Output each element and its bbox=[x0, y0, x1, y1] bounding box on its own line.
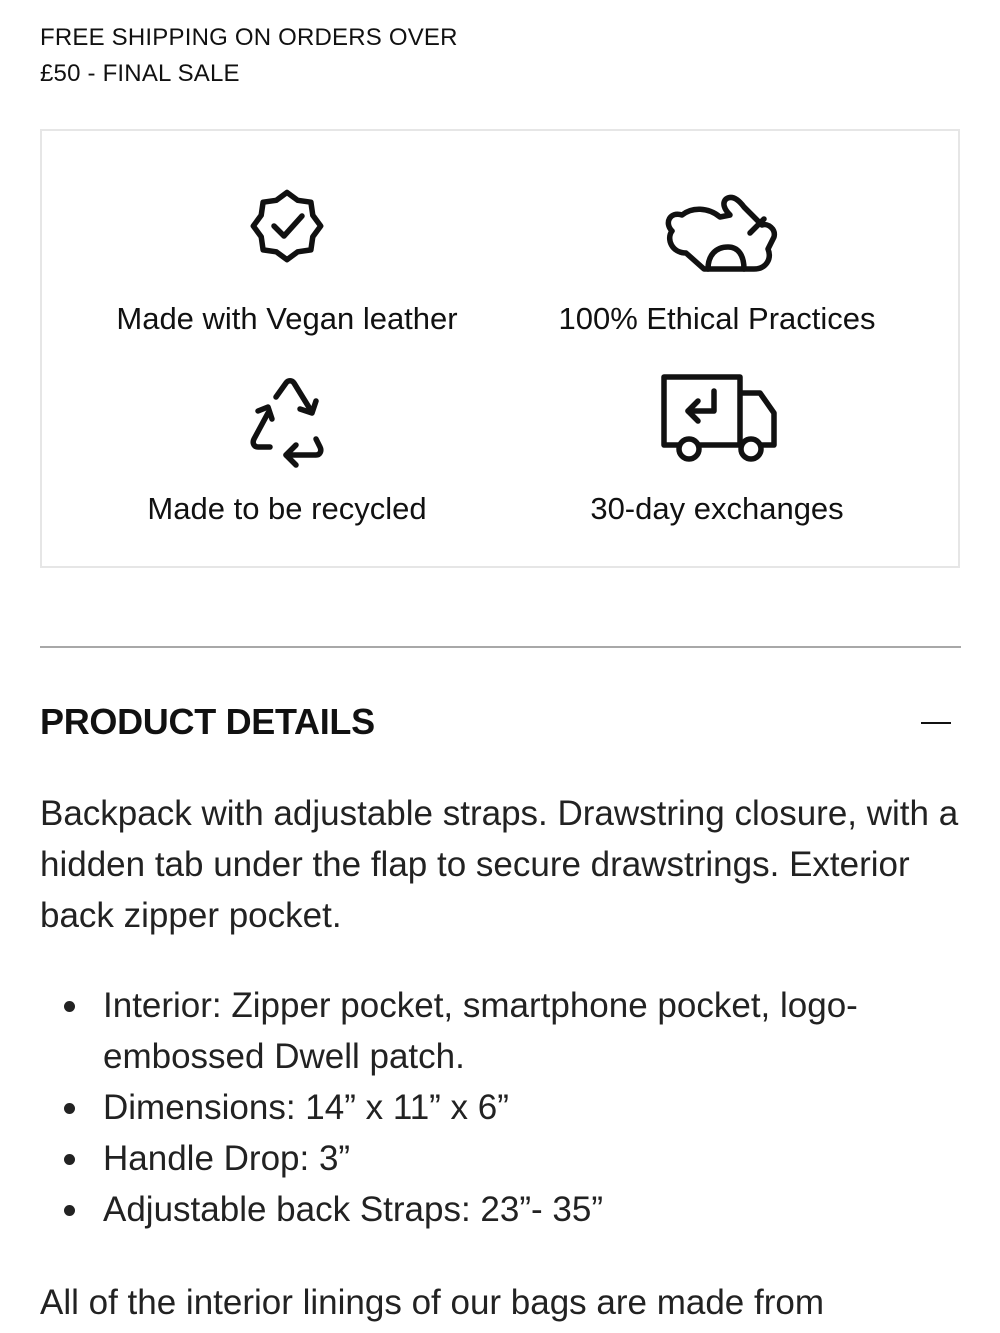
feature-exchanges bbox=[487, 369, 947, 527]
feature-label: Made with Vegan leather bbox=[116, 301, 458, 336]
list-item: Dimensions: 14” x 11” x 6” bbox=[40, 1082, 961, 1133]
product-details-title: PRODUCT DETAILS bbox=[40, 701, 375, 742]
badge-check-icon bbox=[232, 171, 342, 281]
list-item: Handle Drop: 3” bbox=[40, 1133, 961, 1184]
feature-label: 100% Ethical Practices bbox=[558, 301, 876, 336]
section-divider bbox=[40, 646, 961, 648]
feature-recycled bbox=[57, 369, 517, 527]
feature-label: 30-day exchanges bbox=[590, 491, 844, 526]
product-description: Backpack with adjustable straps. Drawstring closure, with a hidden tab under the flap to secure drawstrings. Exterior back zipper pocket. bbox=[40, 794, 959, 935]
product-details-list bbox=[40, 980, 961, 1235]
list-item: Adjustable back Straps: 23”- 35” bbox=[40, 1184, 961, 1235]
shipping-banner-line-2: £50 - FINAL SALE bbox=[40, 60, 240, 87]
shipping-banner bbox=[40, 20, 520, 92]
minus-icon[interactable] bbox=[921, 722, 951, 724]
rabbit-icon bbox=[652, 171, 782, 281]
lining-description: All of the interior linings of our bags are made from bbox=[40, 1283, 824, 1322]
shipping-banner-line-1: FREE SHIPPING ON ORDERS OVER bbox=[40, 24, 458, 51]
list-item: Interior: Zipper pocket, smartphone pocket, logo-embossed Dwell patch. bbox=[40, 980, 961, 1082]
features-panel bbox=[40, 129, 960, 568]
feature-vegan-leather bbox=[57, 171, 517, 337]
feature-ethical-practices bbox=[487, 171, 947, 337]
product-details-header[interactable] bbox=[40, 696, 961, 746]
recycle-icon bbox=[232, 369, 342, 469]
feature-label: Made to be recycled bbox=[147, 491, 427, 526]
delivery-truck-return-icon bbox=[652, 369, 782, 469]
